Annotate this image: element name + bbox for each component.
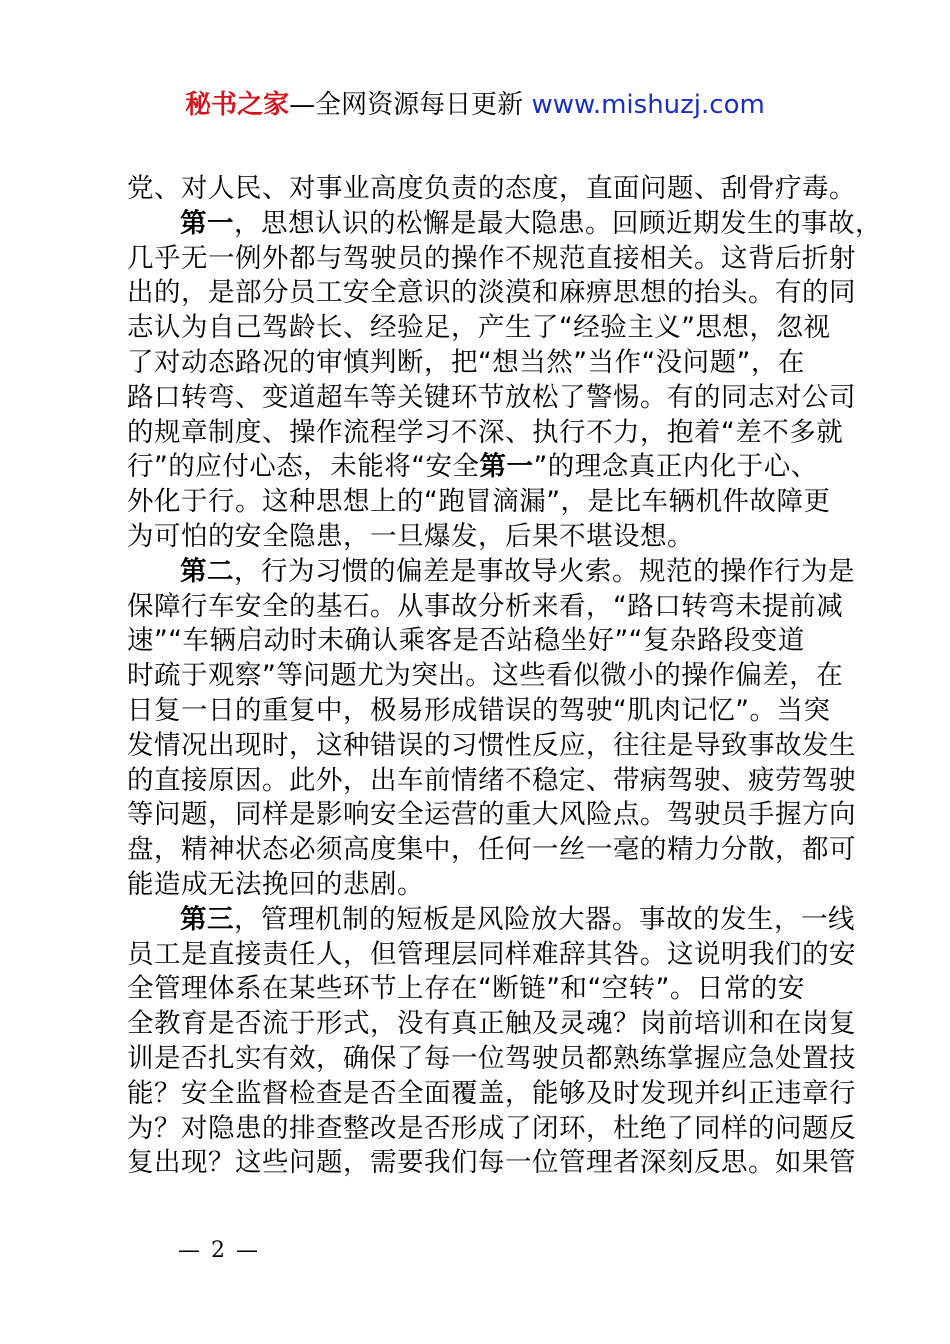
paragraph-line: 全管理体系在某些环节上存在“断链”和“空转”。日常的安: [127, 973, 805, 1005]
paragraph-line: 能？安全监督检查是否全面覆盖，能够及时发现并纠正违章行: [127, 1077, 856, 1109]
paragraph-line: 训是否扎实有效，确保了每一位驾驶员都熟练掌握应急处置技: [127, 1042, 856, 1074]
site-header: [0, 88, 950, 122]
paragraph-line: 党、对人民、对事业高度负责的态度，直面问题、刮骨疗毒。: [127, 173, 856, 204]
paragraph-first-start: 第一，思想认识的松懈是最大隐患。回顾近期发生的事故，: [180, 207, 882, 239]
header-tagline: —全网资源每日更新: [289, 90, 532, 120]
paragraph-line: 能造成无法挽回的悲剧。: [127, 868, 424, 900]
paragraph-line: 速”“车辆启动时未确认乘客是否站稳坐好”“复杂路段变道: [127, 625, 805, 657]
paragraph-line: 保障行车安全的基石。从事故分析来看，“路口转弯未提前减: [127, 590, 844, 622]
brand-name: 秘书之家: [185, 90, 290, 120]
paragraph-line: 发情况出现时，这种错误的习惯性反应，往往是导致事故发生: [127, 729, 856, 761]
paragraph-line: 为？对隐患的排查整改是否形成了闭环，杜绝了同样的问题反: [127, 1112, 856, 1144]
paragraph-line-with-bold: 行”的应付心态，未能将“安全第一”的理念真正内化于心、: [127, 451, 818, 483]
page-number: — 2 —: [178, 1238, 260, 1263]
paragraph-line: 外化于行。这种思想上的“跑冒滴漏”，是比车辆机件故障更: [127, 486, 831, 518]
paragraph-line: 时疏于观察”等问题尤为突出。这些看似微小的操作偏差，在: [127, 660, 844, 692]
paragraph-line: 日复一日的重复中，极易形成错误的驾驶“肌肉记忆”。当突: [127, 694, 831, 726]
paragraph-line: 员工是直接责任人，但管理层同样难辞其咎。这说明我们的安: [127, 938, 856, 970]
document-body: [127, 172, 882, 1181]
paragraph-second-start: 第二，行为习惯的偏差是事故导火索。规范的操作行为是: [180, 555, 855, 587]
paragraph-line: 的规章制度、操作流程学习不深、执行不力，抱着“差不多就: [127, 416, 844, 448]
paragraph-third-start: 第三，管理机制的短板是风险放大器。事故的发生，一线: [180, 903, 855, 935]
paragraph-line: 志认为自己驾龄长、经验足，产生了“经验主义”思想，忽视: [127, 312, 831, 344]
paragraph-line: 的直接原因。此外，出车前情绪不稳定、带病驾驶、疲劳驾驶: [127, 764, 856, 796]
paragraph-line: 了对动态路况的审慎判断，把“想当然”当作“没问题”，在: [127, 346, 805, 378]
bold-heading-first: 第一: [180, 207, 234, 239]
paragraph-line: 路口转弯、变道超车等关键环节放松了警惕。有的同志对公司: [127, 381, 856, 413]
bold-inline-first: 第一: [479, 451, 534, 483]
paragraph-line: 等问题，同样是影响安全运营的重大风险点。驾驶员手握方向: [127, 799, 856, 831]
site-url-link[interactable]: www.mishuzj.com: [531, 90, 765, 120]
paragraph-line: 全教育是否流于形式，没有真正触及灵魂？岗前培训和在岗复: [127, 1008, 856, 1040]
paragraph-line: 几乎无一例外都与驾驶员的操作不规范直接相关。这背后折射: [127, 242, 856, 274]
bold-heading-second: 第二: [180, 555, 234, 587]
paragraph-line: 复出现？这些问题，需要我们每一位管理者深刻反思。如果管: [127, 1147, 856, 1179]
paragraph-line: 为可怕的安全隐患，一旦爆发，后果不堪设想。: [127, 520, 694, 552]
bold-heading-third: 第三: [180, 903, 234, 935]
paragraph-line: 盘，精神状态必须高度集中，任何一丝一毫的精力分散，都可: [127, 834, 856, 866]
paragraph-line: 出的，是部分员工安全意识的淡漠和麻痹思想的抬头。有的同: [127, 277, 856, 309]
